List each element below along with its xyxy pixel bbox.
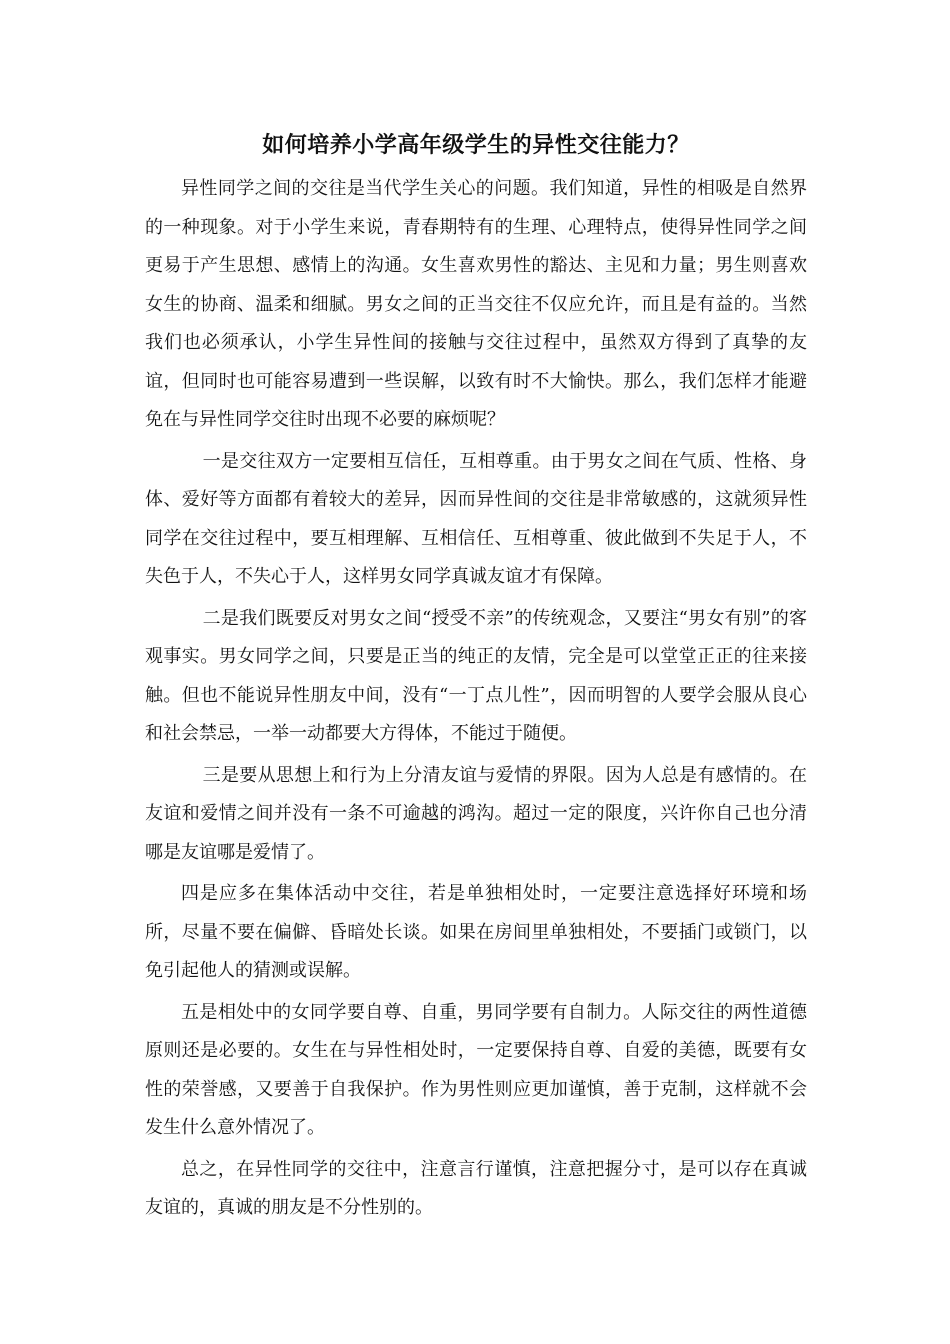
paragraph-point-four: 四是应多在集体活动中交往，若是单独相处时，一定要注意选择好环境和场所，尽量不要在偏僻、昏暗处长谈。如果在房间里单独相处，不要插门或锁门，以免引起他人的猜测或误解。 xyxy=(145,883,807,981)
paragraph-intro: 异性同学之间的交往是当代学生关心的问题。我们知道，异性的相吸是自然界的一种现象。对于小学生来说，青春期特有的生理、心理特点，使得异性同学之间更易于产生思想、感情上的沟通。女生喜欢男性的豁达、主见和力量；男生则喜欢女生的协商、温柔和细腻。男女之间的正当交往不仅应允许，而且是有益的。当然我们也必须承认，小学生异性间的接触与交往过程中，虽然双方得到了真挚的友谊，但同时也可能容易遭到一些误解，以致有时不大愉快。那么，我们怎样才能避免在与异性同学交往时出现不必要的麻烦呢？ xyxy=(145,178,807,430)
paragraph-point-five: 五是相处中的女同学要自尊、自重，男同学要有自制力。人际交往的两性道德原则还是必要的。女生在与异性相处时，一定要保持自尊、自爱的美德，既要有女性的荣誉感，又要善于自我保护。作为男性则应更加谨慎，善于克制，这样就不会发生什么意外情况了。 xyxy=(145,1001,807,1138)
paragraph-point-two: 二是我们既要反对男女之间“授受不亲”的传统观念，又要注“男女有别”的客观事实。男女同学之间，只要是正当的纯正的友情，完全是可以堂堂正正的往来接触。但也不能说异性朋友中间，没有“一丁点儿性”，因而明智的人要学会服从良心和社会禁忌，一举一动都要大方得体，不能过于随便。 xyxy=(145,607,807,744)
document-page xyxy=(145,128,807,1228)
paragraph-point-one: 一是交往双方一定要相互信任，互相尊重。由于男女之间在气质、性格、身体、爱好等方面都有着较大的差异，因而异性间的交往是非常敏感的，这就须异性同学在交往过程中，要互相理解、互相信任、互相尊重、彼此做到不失足于人，不失色于人，不失心于人，这样男女同学真诚友谊才有保障。 xyxy=(145,450,807,587)
document-title: 如何培养小学高年级学生的异性交往能力？ xyxy=(262,133,690,158)
paragraph-point-three: 三是要从思想上和行为上分清友谊与爱情的界限。因为人总是有感情的。在友谊和爱情之间并没有一条不可逾越的鸿沟。超过一定的限度，兴许你自己也分清哪是友谊哪是爱情了。 xyxy=(145,764,807,863)
paragraph-conclusion: 总之，在异性同学的交往中，注意言行谨慎，注意把握分寸，是可以存在真诚友谊的，真诚的朋友是不分性别的。 xyxy=(145,1158,807,1218)
